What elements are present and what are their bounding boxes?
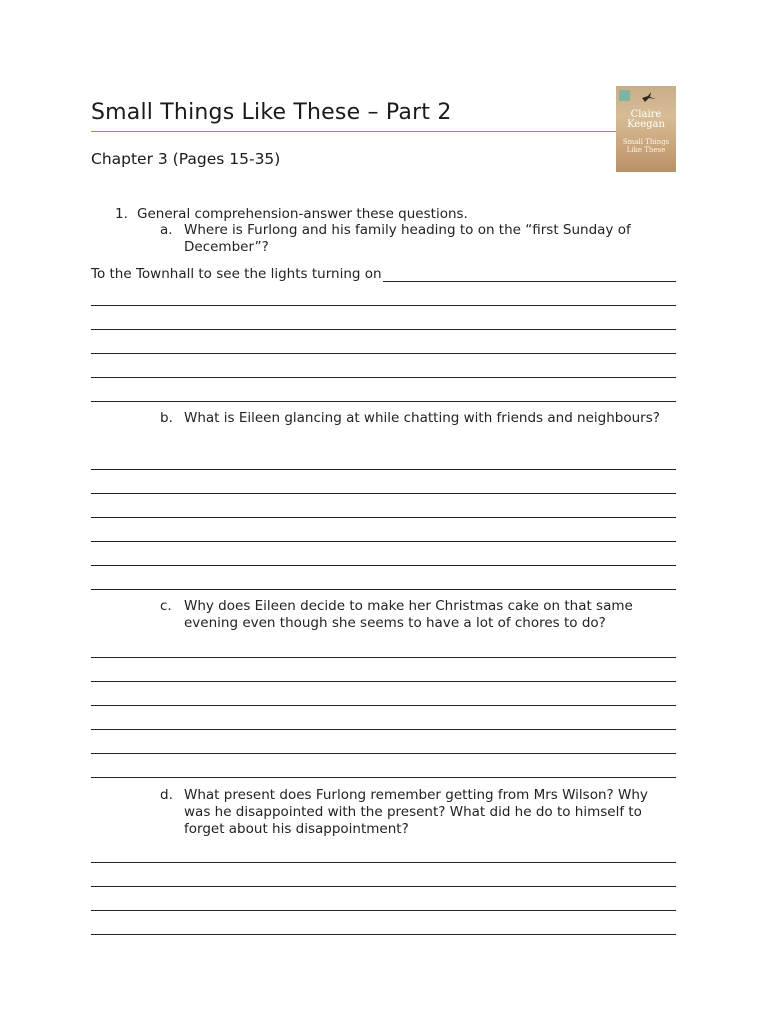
answer-line-a-1[interactable] xyxy=(91,266,676,282)
subquestion-d xyxy=(160,787,670,838)
question-number: 1. xyxy=(115,206,128,222)
answer-line[interactable] xyxy=(91,862,676,863)
answer-line[interactable] xyxy=(91,777,676,778)
answer-line[interactable] xyxy=(91,589,676,590)
chapter-heading: Chapter 3 (Pages 15-35) xyxy=(91,150,281,168)
answer-line[interactable] xyxy=(91,886,676,887)
book-cover-icon xyxy=(616,86,676,172)
answer-line[interactable] xyxy=(91,377,676,378)
subquestion-letter: c. xyxy=(160,598,172,614)
answer-line[interactable] xyxy=(91,541,676,542)
answer-text: To the Townhall to see the lights turning on xyxy=(91,266,382,282)
subquestion-a xyxy=(160,222,670,256)
cover-title: Small Things Like These xyxy=(622,138,670,154)
answer-line[interactable] xyxy=(91,565,676,566)
answer-line[interactable] xyxy=(91,910,676,911)
page-title: Small Things Like These – Part 2 xyxy=(91,100,452,125)
answer-line[interactable] xyxy=(91,329,676,330)
subquestion-letter: d. xyxy=(160,787,173,803)
subquestion-c xyxy=(160,598,670,632)
subquestion-text: What is Eileen glancing at while chatting with friends and neighbours? xyxy=(184,410,660,426)
question-text: General comprehension-answer these questions. xyxy=(137,206,468,222)
answer-line[interactable] xyxy=(91,305,676,306)
answer-line[interactable] xyxy=(91,705,676,706)
subquestion-letter: a. xyxy=(160,222,173,238)
cover-badge xyxy=(619,90,630,101)
answer-line[interactable] xyxy=(91,493,676,494)
answer-line[interactable] xyxy=(91,657,676,658)
subquestion-text: Why does Eileen decide to make her Christmas cake on that same evening even though she seems to have a lot of chores to do? xyxy=(184,598,633,631)
subquestion-b xyxy=(160,410,670,427)
answer-line[interactable] xyxy=(91,517,676,518)
question-1 xyxy=(115,206,468,222)
title-underline xyxy=(91,131,619,132)
answer-line[interactable] xyxy=(91,469,676,470)
answer-line[interactable] xyxy=(91,934,676,935)
answer-line[interactable] xyxy=(91,401,676,402)
subquestion-text: Where is Furlong and his family heading to on the “first Sunday of December”? xyxy=(184,222,631,255)
subquestion-text: What present does Furlong remember getting from Mrs Wilson? Why was he disappointed with the present? What did he do to himself to forget about his disappointment? xyxy=(184,787,648,837)
answer-line[interactable] xyxy=(91,681,676,682)
cover-author: Claire Keegan xyxy=(627,109,665,130)
answer-line[interactable] xyxy=(91,729,676,730)
subquestion-letter: b. xyxy=(160,410,173,426)
answer-line[interactable] xyxy=(91,753,676,754)
bird-icon xyxy=(642,92,656,102)
blank-fill xyxy=(383,269,676,282)
answer-line[interactable] xyxy=(91,353,676,354)
